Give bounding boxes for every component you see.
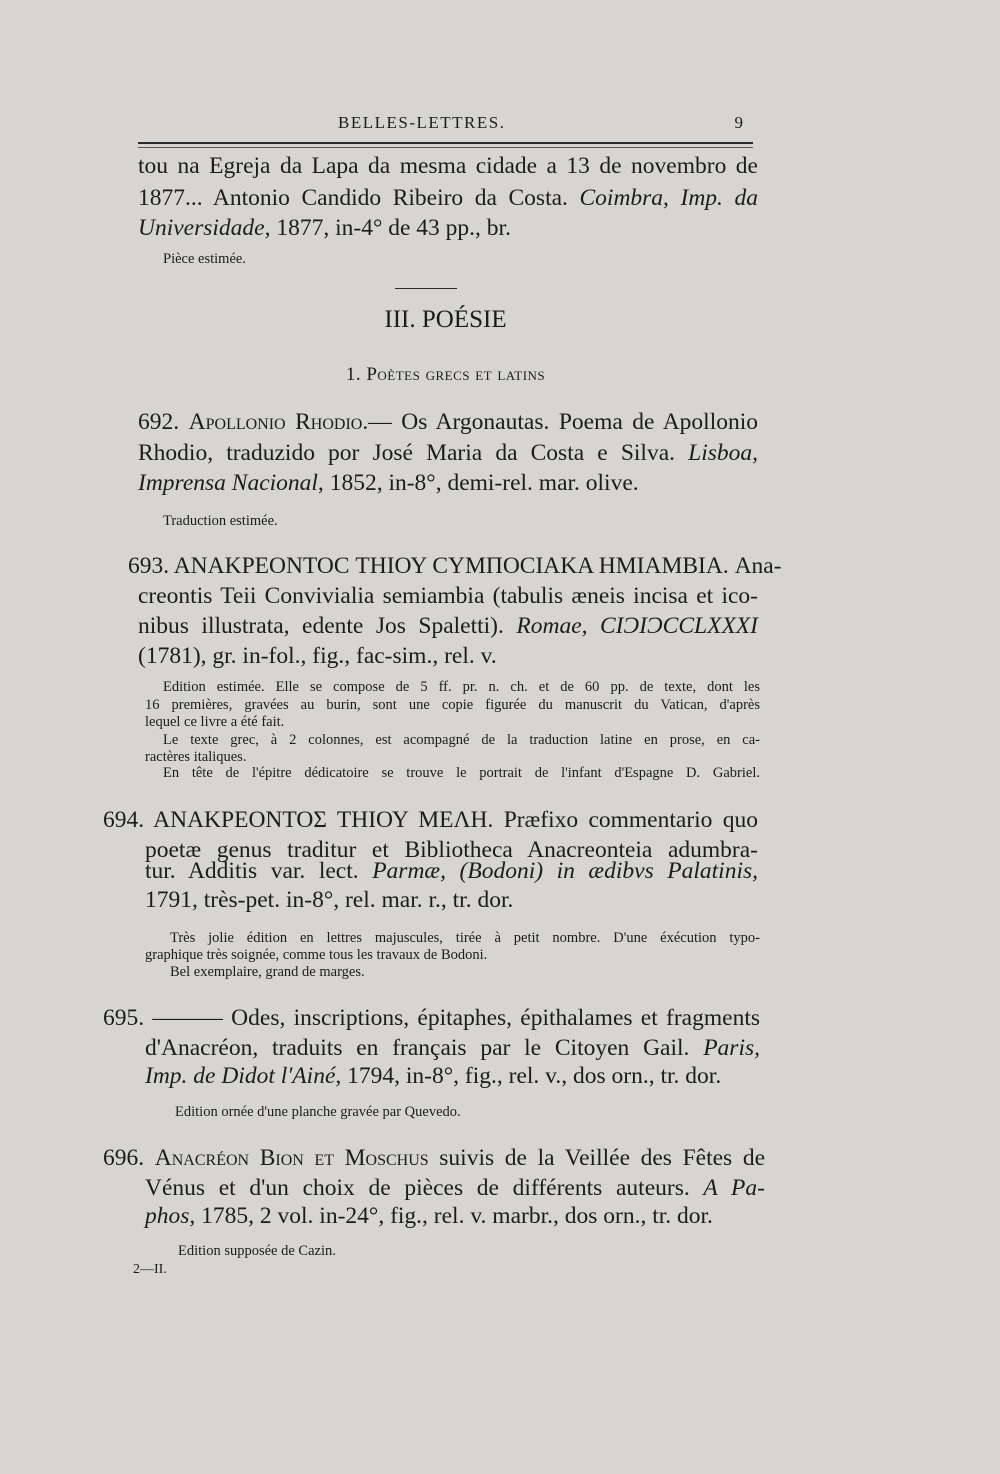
header-rule — [138, 142, 753, 144]
entry-note: Pièce estimée. — [163, 251, 246, 267]
entry-693: 693. ΑΝΑΚΡΕΟΝΤΟC ΤΗΙΟΥ CΥΜΠΟCΙΑΚΑ ΗΜΙΑΜΒΙΑ. Ana- — [128, 553, 782, 579]
section-title: III. POÉSIE — [384, 306, 507, 333]
entry-696: 696. Anacréon Bion et Moschus suivis de la Veillée des Fêtes de — [103, 1145, 766, 1171]
text-line: 1791, très-pet. in-8°, rel. mar. r., tr. dor. — [145, 887, 514, 913]
entry-695: 695. ——— Odes, inscriptions, épitaphes, épithalames et fragments — [103, 1005, 761, 1031]
entry-note: graphique très soignée, comme tous les travaux de Bodoni. — [145, 947, 488, 963]
section-subtitle: 1. Poètes grecs et latins — [345, 364, 546, 385]
text-line: poetæ genus traditur et Bibliotheca Anacreonteia adumbra- — [145, 837, 758, 863]
entry-note: Traduction estimée. — [163, 513, 278, 529]
text-line: (1781), gr. in-fol., fig., fac-sim., rel. v. — [138, 643, 497, 669]
entry-note: Le texte grec, à 2 colonnes, est acompagné de la traduction latine en prose, en ca- — [163, 732, 760, 748]
entry-note: Très jolie édition en lettres majuscules, tirée à petit nombre. D'une éxécution typo- — [170, 930, 760, 946]
text-line: d'Anacréon, traduits en français par le Citoyen Gail. Paris, — [145, 1035, 760, 1061]
text-line: Rhodio, traduzido por José Maria da Costa e Silva. Lisboa, — [138, 440, 758, 466]
entry-note: lequel ce livre a été fait. — [145, 714, 285, 730]
text-line: tou na Egreja da Lapa da mesma cidade a 13 de novembro de — [138, 153, 758, 179]
entry-note: En tête de l'épitre dédicatoire se trouve le portrait de l'infant d'Espagne D. Gabriel. — [163, 765, 760, 781]
entry-note: Edition ornée d'une planche gravée par Quevedo. — [175, 1104, 461, 1120]
printer-signature: 2—II. — [133, 1262, 167, 1277]
entry-692: 692. Apollonio Rhodio.— Os Argonautas. Poema de Apollonio — [138, 409, 759, 435]
text-line: creontis Teii Convivialia semiambia (tabulis æneis incisa et ico- — [138, 583, 758, 609]
entry-694: 694. ΑΝΑΚΡΕΟΝΤΟΣ ΤΗΙΟΥ ΜΕΛΗ. Præfixo commentario quo — [103, 807, 758, 833]
section-separator — [395, 288, 457, 289]
running-head — [138, 113, 753, 139]
header-rule-thin — [138, 147, 753, 148]
text-line: Vénus et d'un choix de pièces de différents auteurs. A Pa- — [145, 1175, 765, 1201]
page-number: 9 — [734, 113, 743, 132]
entry-note: Edition supposée de Cazin. — [178, 1243, 336, 1259]
entry-note: Edition estimée. Elle se compose de 5 ff. pr. n. ch. et de 60 pp. de texte, dont les — [163, 679, 760, 695]
text-line: Universidade, 1877, in-4° de 43 pp., br. — [138, 215, 511, 241]
text-line: tur. Additis var. lect. Parmæ, (Bodoni) in ædibvs Palatinis, — [145, 858, 759, 884]
entry-note: Bel exemplaire, grand de marges. — [170, 964, 365, 980]
text-line: Imprensa Nacional, 1852, in-8°, demi-rel. mar. olive. — [138, 470, 639, 496]
text-line: phos, 1785, 2 vol. in-24°, fig., rel. v. marbr., dos orn., tr. dor. — [145, 1203, 713, 1229]
text-line: 1877... Antonio Candido Ribeiro da Costa. Coimbra, Imp. da — [138, 185, 758, 211]
entry-note: 16 premières, gravées au burin, sont une copie figurée du manuscrit du Vatican, d'après — [145, 697, 760, 713]
text-line: Imp. de Didot l'Ainé, 1794, in-8°, fig., rel. v., dos orn., tr. dor. — [145, 1063, 722, 1089]
entry-note: ractères italiques. — [145, 749, 247, 765]
text-line: nibus illustrata, edente Jos Spaletti). Romae, CIƆIƆCCLXXXI — [138, 613, 758, 639]
running-title: BELLES-LETTRES. — [338, 113, 506, 132]
